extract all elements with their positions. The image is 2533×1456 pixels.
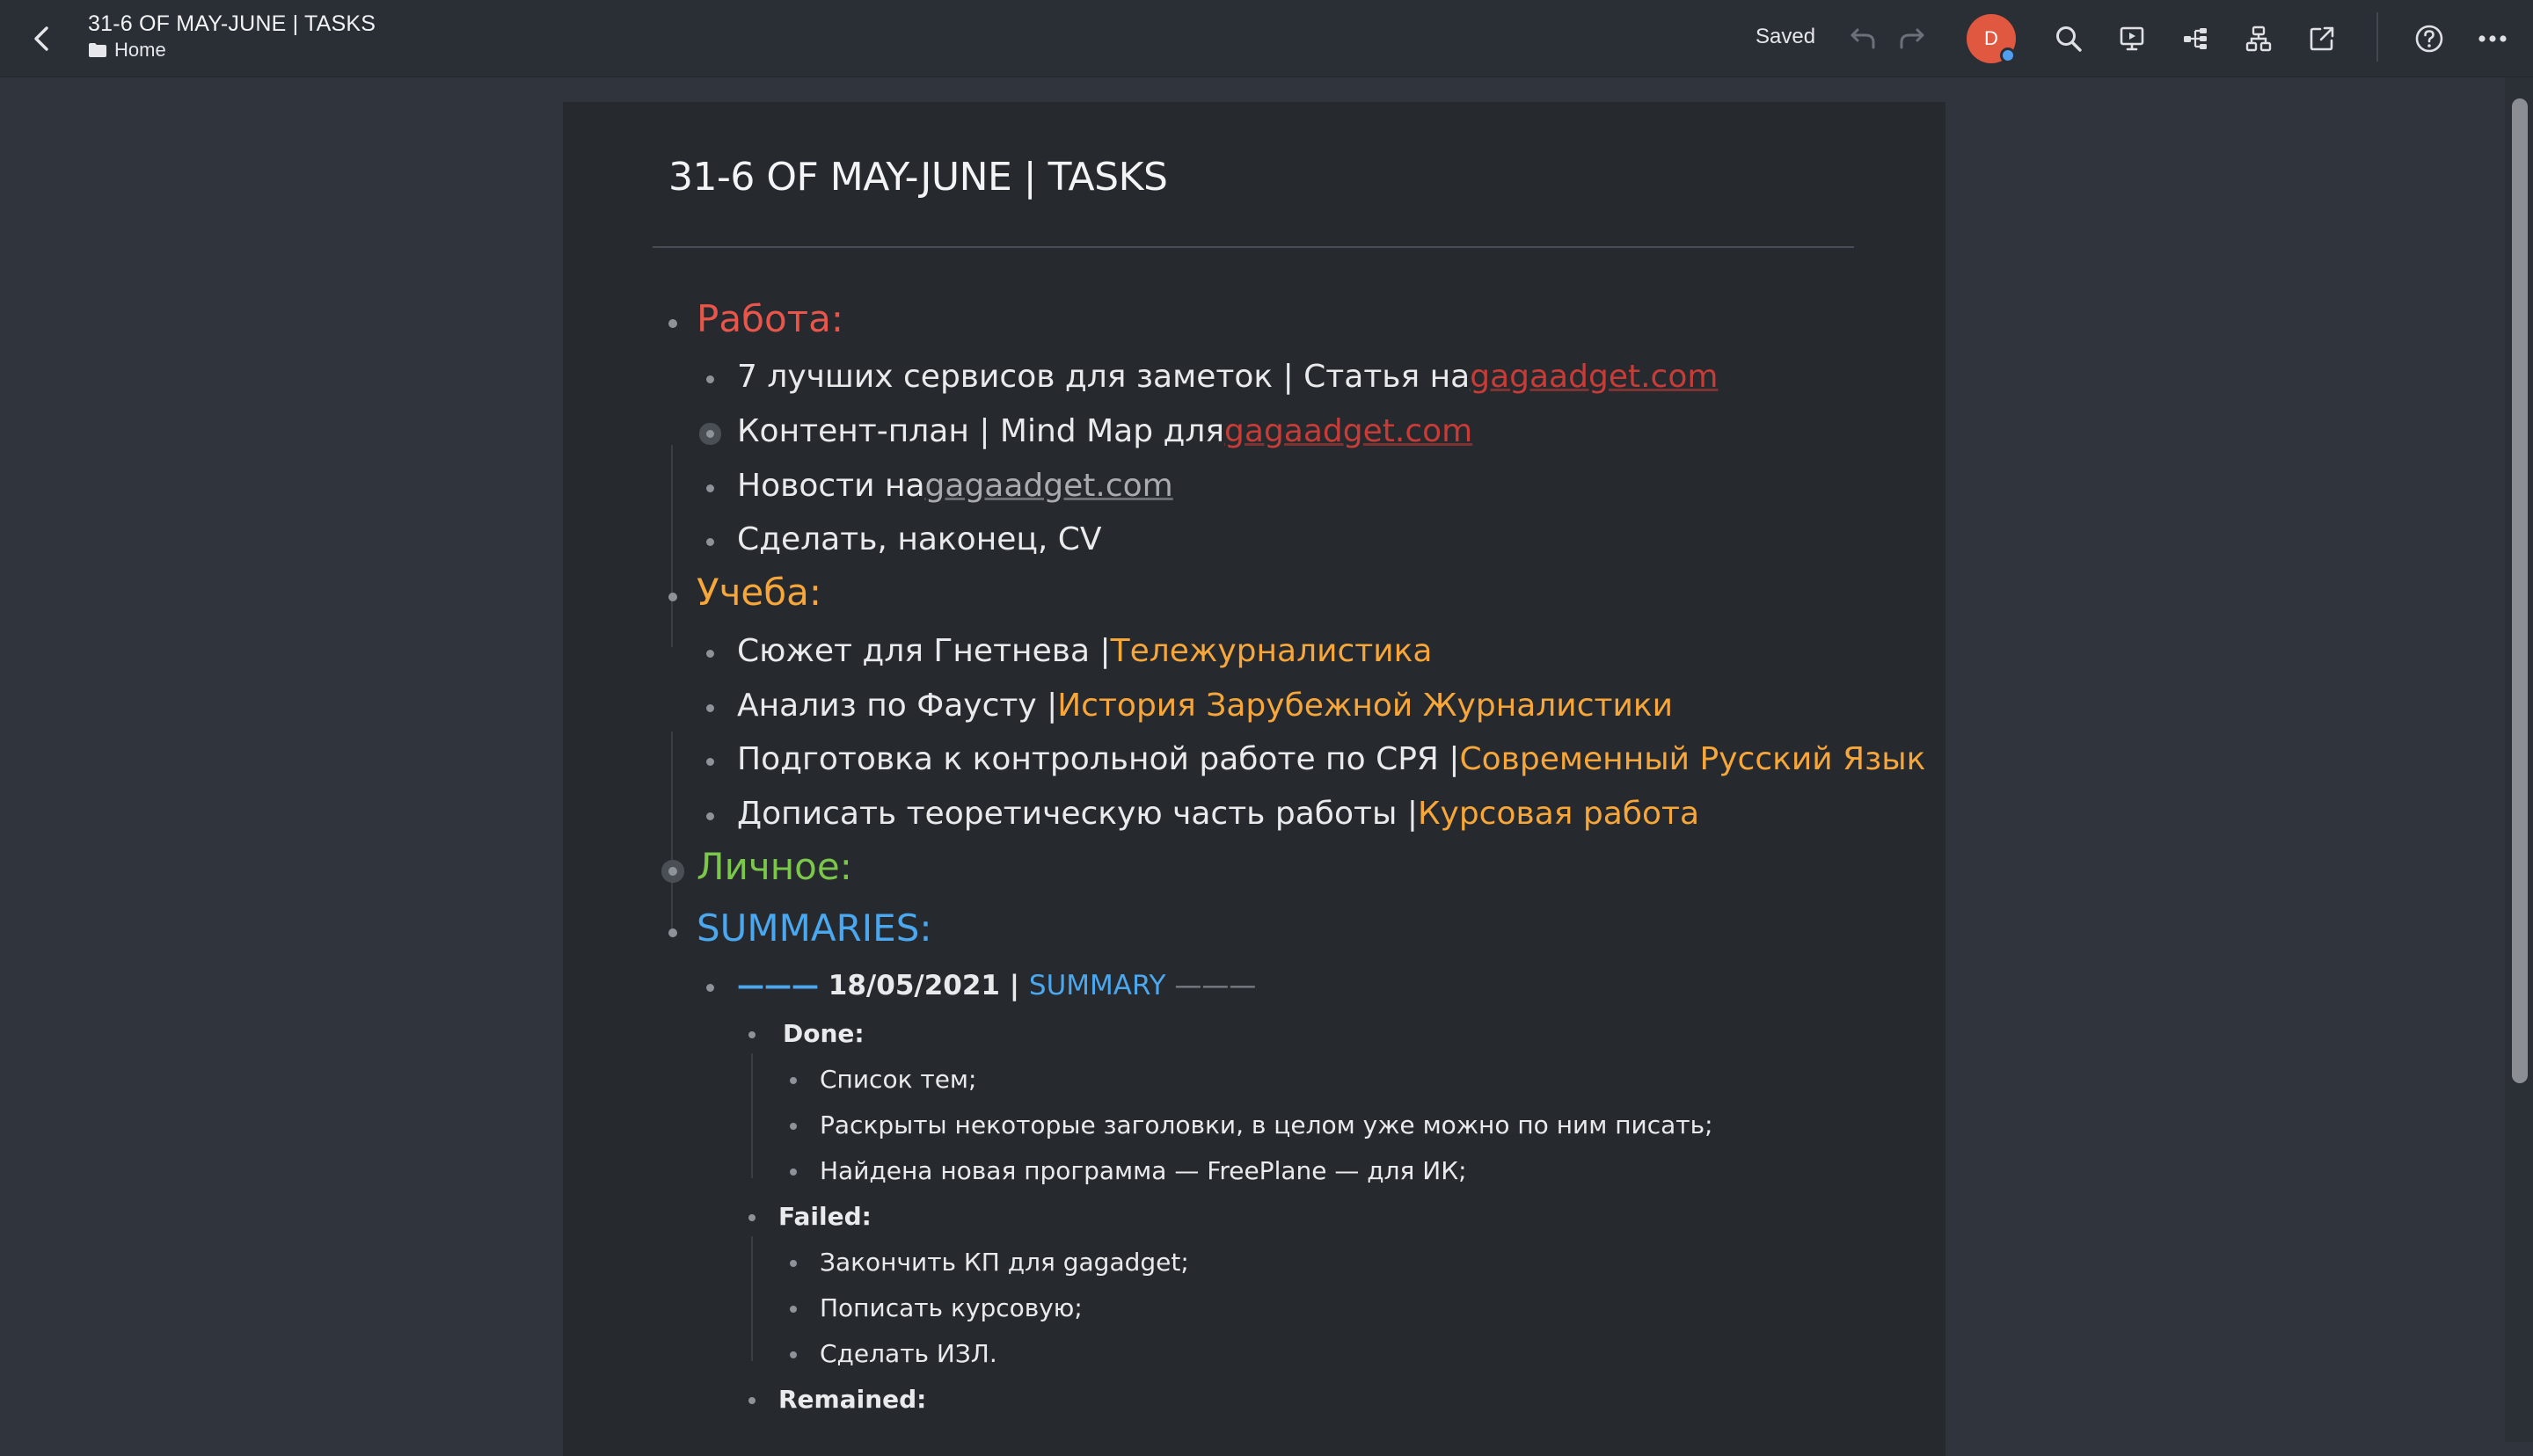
present-button[interactable] (2111, 18, 2153, 60)
list-item[interactable]: Найдена новая программа — FreePlane — для ИК; (820, 1156, 1467, 1185)
bullet[interactable] (790, 1077, 797, 1084)
list-item[interactable]: Подготовка к контрольной работе по СРЯ | Современный Русский Язык (737, 741, 1926, 777)
presence-dot (2000, 47, 2016, 63)
more-icon (2478, 34, 2507, 43)
personal-heading: Личное: (697, 845, 852, 888)
failed-heading[interactable]: Failed: (778, 1202, 872, 1231)
bullet[interactable] (706, 375, 714, 383)
back-button[interactable] (21, 18, 63, 60)
bullet[interactable] (706, 650, 714, 658)
mindmap-icon (2181, 25, 2209, 53)
list-item[interactable]: Раскрыты некоторые заголовки, в целом уже можно по ним писать; (820, 1110, 1713, 1139)
toolbar-divider (2376, 12, 2378, 62)
save-status: Saved (1756, 25, 1816, 48)
bullet[interactable] (748, 1397, 756, 1404)
bullet[interactable] (748, 1214, 756, 1221)
back-icon (31, 25, 54, 52)
document-title: 31-6 OF MAY-JUNE | TASKS (88, 11, 376, 36)
indent-guide (751, 1236, 753, 1361)
remained-heading[interactable]: Remained: (778, 1385, 927, 1414)
indent-guide (671, 445, 673, 647)
avatar-initial: D (1984, 27, 1998, 49)
subject-tag: Курсовая работа (1417, 796, 1700, 832)
subject-tag: История Зарубежной Журналистики (1057, 688, 1674, 724)
list-item[interactable]: Анализ по Фаусту | История Зарубежной Журналистики (737, 688, 1674, 724)
breadcrumb-home[interactable]: Home (114, 39, 166, 61)
bullet[interactable] (706, 812, 714, 820)
indent-guide (671, 732, 673, 934)
node-study-heading[interactable] (697, 571, 821, 614)
bullet-collapsed[interactable] (668, 867, 677, 876)
top-bar (0, 0, 2533, 77)
title-divider (653, 246, 1854, 248)
list-item[interactable]: Контент-план | Mind Map для gagaadget.com (737, 413, 1473, 449)
list-item[interactable]: Сделать ИЗЛ. (820, 1339, 997, 1368)
bullet[interactable] (706, 484, 714, 492)
subject-tag: Современный Русский Язык (1459, 741, 1926, 777)
bullet-collapsed[interactable] (706, 430, 714, 438)
link[interactable]: gagaadget.com (1470, 359, 1719, 395)
indent-guide (751, 1053, 753, 1178)
structure-button[interactable] (2237, 18, 2280, 60)
summaries-heading: SUMMARIES: (697, 906, 932, 950)
bullet[interactable] (706, 538, 714, 546)
bullet[interactable] (790, 1123, 797, 1130)
page-title[interactable]: 31-6 OF MAY-JUNE | TASKS (668, 155, 1168, 200)
document-page (563, 102, 1945, 1456)
breadcrumb[interactable] (88, 39, 376, 62)
work-heading: Работа: (697, 297, 844, 340)
structure-icon (2245, 25, 2273, 53)
study-heading: Учеба: (697, 571, 822, 614)
help-icon (2414, 24, 2444, 54)
bullet[interactable] (790, 1168, 797, 1176)
present-icon (2118, 25, 2146, 53)
bullet[interactable] (706, 704, 714, 712)
subject-tag: Тележурналистика (1110, 633, 1433, 669)
bullet[interactable] (790, 1351, 797, 1358)
search-icon (2055, 25, 2083, 53)
export-button[interactable] (2301, 18, 2343, 60)
list-item[interactable]: Дописать теоретическую часть работы | Курсовая работа (737, 796, 1700, 832)
done-heading[interactable]: Done: (783, 1019, 865, 1048)
bullet-study[interactable] (668, 593, 677, 601)
user-avatar[interactable] (1967, 14, 2016, 63)
node-personal-heading[interactable] (697, 845, 852, 888)
folder-icon (88, 42, 107, 58)
bullet-summaries[interactable] (668, 928, 677, 937)
list-item[interactable]: Пописать курсовую; (820, 1293, 1083, 1322)
redo-button[interactable] (1891, 18, 1933, 60)
bullet[interactable] (706, 758, 714, 766)
scrollbar-thumb[interactable] (2512, 98, 2528, 1083)
list-item[interactable]: Закончить КП для gagadget; (820, 1248, 1189, 1277)
undo-icon (1849, 26, 1877, 51)
bullet[interactable] (790, 1260, 797, 1267)
list-item[interactable]: 7 лучших сервисов для заметок | Статья на gagaadget.com (737, 359, 1719, 395)
bullet[interactable] (790, 1306, 797, 1313)
undo-button[interactable] (1842, 18, 1884, 60)
more-button[interactable] (2471, 18, 2514, 60)
redo-icon (1898, 26, 1926, 51)
search-button[interactable] (2048, 18, 2090, 60)
list-item[interactable]: Сюжет для Гнетнева | Тележурналистика (737, 633, 1433, 669)
export-icon (2308, 25, 2336, 53)
list-item[interactable]: Сделать, наконец, CV (737, 521, 1102, 557)
mindmap-button[interactable] (2174, 18, 2216, 60)
summary-entry[interactable]: ——— 18/05/2021 | SUMMARY ——— (737, 970, 1257, 1001)
link[interactable]: gagaadget.com (924, 468, 1173, 504)
list-item[interactable]: Список тем; (820, 1065, 977, 1094)
help-button[interactable] (2408, 18, 2450, 60)
bullet[interactable] (748, 1031, 756, 1038)
list-item[interactable]: Новости на gagaadget.com (737, 468, 1173, 504)
node-work-heading[interactable] (697, 297, 843, 340)
bullet[interactable] (706, 984, 714, 992)
bullet-work[interactable] (668, 319, 677, 328)
link[interactable]: gagaadget.com (1224, 413, 1473, 449)
summary-label: SUMMARY (1028, 970, 1166, 1001)
node-summaries-heading[interactable] (697, 906, 932, 950)
document-header (88, 11, 376, 62)
